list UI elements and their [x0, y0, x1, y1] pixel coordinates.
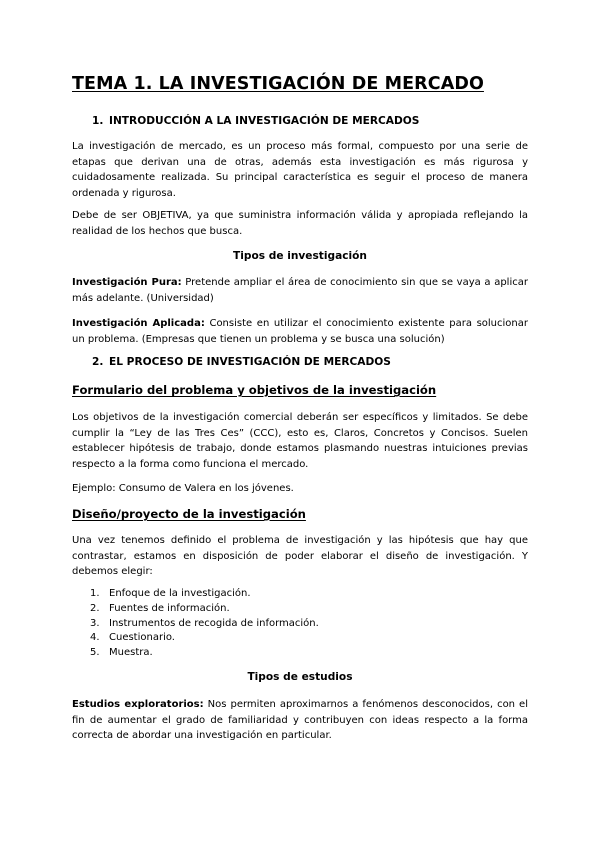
investigacion-aplicada-text: Consiste en utilizar el conocimiento existente para solucionar un problema. (Empresas que tienen un problema y se busca una solución)	[72, 318, 528, 345]
list-item	[90, 587, 510, 602]
list-item-text: Enfoque de la investigación.	[109, 588, 251, 599]
objetivos-paragraph: Los objetivos de la investigación comercial deberán ser específicos y limitados. Se debe cumplir la “Ley de las Tres Ces” (CCC), esto es, Claros, Concretos y Concisos. Suelen establecer hipótesis de trabajo, donde estamos plasmando nuestras intuiciones previas respecto a la forma como funciona el mercado.	[72, 412, 528, 470]
list-item	[90, 617, 510, 632]
diseno-heading: Diseño/proyecto de la investigación	[72, 507, 306, 521]
ejemplo-line: Ejemplo: Consumo de Valera en los jóvenes.	[72, 483, 294, 494]
estudios-exploratorios-text: Nos permiten aproximarnos a fenómenos desconocidos, con el fin de aumentar el grado de familiaridad y contribuyen con ideas respecto a la forma correcta de abordar una investigación en particular.	[72, 699, 528, 741]
list-item-number: 3.	[90, 617, 100, 629]
list-item-number: 5.	[90, 647, 100, 659]
page-title: TEMA 1. LA INVESTIGACIÓN DE MERCADO	[72, 74, 484, 94]
investigacion-pura-term: Investigación Pura:	[72, 277, 182, 288]
list-item-text: Fuentes de información.	[109, 602, 230, 614]
section-2-heading-text: EL PROCESO DE INVESTIGACIÓN DE MERCADOS	[109, 356, 391, 368]
list-item	[90, 602, 510, 617]
list-item-text: Instrumentos de recogida de información.	[109, 617, 319, 629]
objetiva-paragraph: Debe de ser OBJETIVA, ya que suministra información válida y apropiada reflejando la realidad de los hechos que busca.	[72, 210, 528, 237]
section-1-number: 1.	[92, 115, 104, 127]
section-1-heading-text: INTRODUCCIÓN A LA INVESTIGACIÓN DE MERCADOS	[109, 115, 420, 127]
list-item-number: 1.	[90, 588, 100, 599]
list-item	[90, 631, 510, 646]
list-item-number: 2.	[90, 602, 100, 614]
section-2-number: 2.	[92, 356, 104, 368]
investigacion-pura-paragraph	[72, 275, 528, 306]
section-1-heading	[92, 115, 548, 127]
section-2-heading	[92, 356, 548, 368]
tipos-investigacion-heading: Tipos de investigación	[233, 250, 367, 262]
list-item	[90, 646, 510, 661]
intro-paragraph: La investigación de mercado, es un proceso más formal, compuesto por una serie de etapas que derivan una de otras, además esta investigación es más rigurosa y cuidadosamente realizada. Su principal característica es seguir el proceso de manera ordenada y rigurosa.	[72, 141, 528, 199]
list-item-number: 4.	[90, 632, 100, 644]
investigacion-pura-text: Pretende ampliar el área de conocimiento sin que se vaya a aplicar más adelante. (Universidad)	[72, 277, 528, 304]
diseno-list	[90, 587, 510, 661]
investigacion-aplicada-paragraph	[72, 316, 528, 347]
estudios-exploratorios-term: Estudios exploratorios:	[72, 699, 204, 710]
list-item-text: Muestra.	[109, 647, 153, 659]
investigacion-aplicada-term: Investigación Aplicada:	[72, 318, 205, 329]
diseno-paragraph: Una vez tenemos definido el problema de investigación y las hipótesis que hay que contrastar, estamos en disposición de poder elaborar el diseño de investigación. Y debemos elegir:	[72, 535, 528, 577]
list-item-text: Cuestionario.	[109, 632, 175, 644]
estudios-exploratorios-paragraph	[72, 697, 528, 744]
formulario-heading: Formulario del problema y objetivos de la investigación	[72, 383, 437, 397]
tipos-estudios-heading: Tipos de estudios	[247, 671, 353, 683]
